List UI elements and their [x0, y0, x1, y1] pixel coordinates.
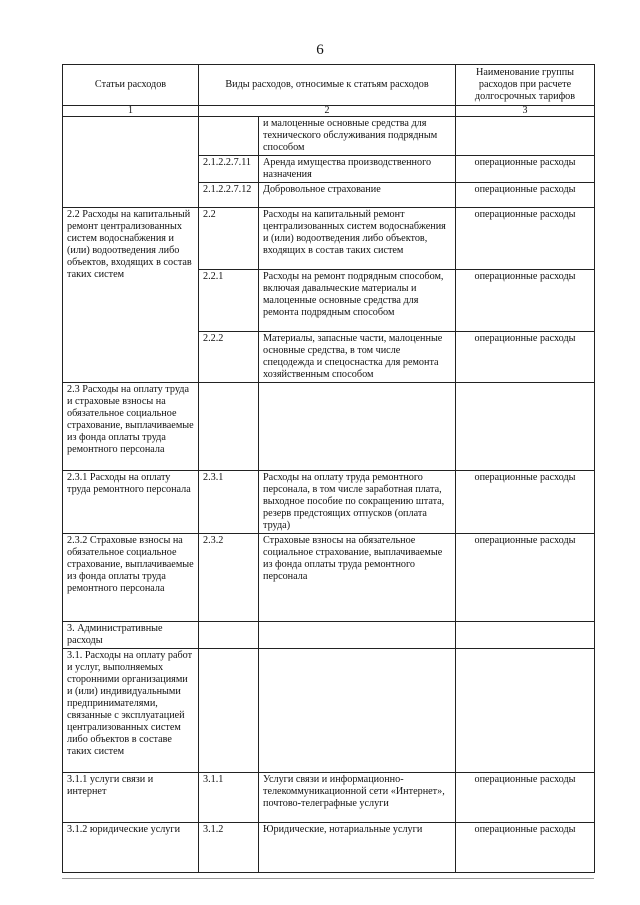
column-number-3: 3 — [456, 106, 595, 117]
code-cell: 2.3.2 — [199, 534, 259, 622]
code-cell — [199, 117, 259, 156]
article-cell: 3.1. Расходы на оплату работ и услуг, выполняемых сторонними организациями и (или) индивидуальными предпринимателями, связанные с эксплуатацией централизованных систем либо объектов в составе таких систем — [63, 649, 199, 773]
description-cell: и малоценные основные средства для технического обслуживания подрядным способом — [259, 117, 456, 156]
page-number: 6 — [316, 42, 324, 58]
article-cell: 3. Административные расходы — [63, 622, 199, 649]
description-cell: Расходы на оплату труда ремонтного персонала, в том числе заработная плата, выходное пособие по сокращению штата, резерв предстоящих отпусков (оплата труда) — [259, 471, 456, 534]
description-cell: Расходы на ремонт подрядным способом, включая давальческие материалы и малоценные основные средства для ремонта подрядным способом — [259, 270, 456, 332]
group-cell: операционные расходы — [456, 471, 595, 534]
code-cell: 3.1.1 — [199, 773, 259, 823]
table-row — [63, 649, 595, 773]
code-cell — [199, 622, 259, 649]
group-cell — [456, 383, 595, 471]
header-expense-types: Виды расходов, относимые к статьям расходов — [199, 65, 456, 106]
column-number-row — [63, 106, 595, 117]
description-cell: Услуги связи и информационно-телекоммуникационной сети «Интернет», почтово-телеграфные услуги — [259, 773, 456, 823]
code-cell: 2.2.2 — [199, 332, 259, 383]
article-cell: 2.3.2 Страховые взносы на обязательное социальное страхование, выплачиваемые из фонда оплаты труда ремонтного персонала — [63, 534, 199, 622]
description-cell — [259, 622, 456, 649]
article-cell — [63, 117, 199, 208]
header-group-name: Наименование группы расходов при расчете долгосрочных тарифов — [456, 65, 595, 106]
group-cell: операционные расходы — [456, 208, 595, 270]
description-cell — [259, 649, 456, 773]
code-cell — [199, 649, 259, 773]
code-cell: 2.2 — [199, 208, 259, 270]
group-cell: операционные расходы — [456, 332, 595, 383]
page-bottom-divider — [62, 878, 594, 879]
group-cell — [456, 117, 595, 156]
table-row — [63, 208, 595, 270]
group-cell: операционные расходы — [456, 156, 595, 183]
article-cell: 3.1.2 юридические услуги — [63, 823, 199, 873]
table-row — [63, 773, 595, 823]
column-number-1: 1 — [63, 106, 199, 117]
header-articles: Статьи расходов — [63, 65, 199, 106]
description-cell: Юридические, нотариальные услуги — [259, 823, 456, 873]
table-row — [63, 534, 595, 622]
description-cell: Страховые взносы на обязательное социальное страхование, выплачиваемые из фонда оплаты труда ремонтного персонала — [259, 534, 456, 622]
article-cell: 2.3 Расходы на оплату труда и страховые взносы на обязательное социальное страхование, выплачиваемые из фонда оплаты труда ремонтного персонала — [63, 383, 199, 471]
article-cell: 2.2 Расходы на капитальный ремонт централизованных систем водоснабжения и (или) водоотведения либо объектов, входящих в состав таких систем — [63, 208, 199, 383]
column-number-2: 2 — [199, 106, 456, 117]
group-cell: операционные расходы — [456, 183, 595, 208]
table-header-row — [63, 65, 595, 106]
group-cell — [456, 622, 595, 649]
table-row — [63, 823, 595, 873]
group-cell: операционные расходы — [456, 773, 595, 823]
table-row — [63, 117, 595, 156]
description-cell: Материалы, запасные части, малоценные основные средства, в том числе спецодежда и спецоснастка для ремонта хозяйственным способом — [259, 332, 456, 383]
description-cell — [259, 383, 456, 471]
description-cell: Расходы на капитальный ремонт централизованных систем водоснабжения и (или) водоотведения либо объектов, входящих в состав таких систем — [259, 208, 456, 270]
group-cell — [456, 649, 595, 773]
code-cell: 2.2.1 — [199, 270, 259, 332]
article-cell: 3.1.1 услуги связи и интернет — [63, 773, 199, 823]
code-cell: 2.1.2.2.7.12 — [199, 183, 259, 208]
group-cell: операционные расходы — [456, 534, 595, 622]
code-cell: 2.1.2.2.7.11 — [199, 156, 259, 183]
group-cell: операционные расходы — [456, 270, 595, 332]
description-cell: Добровольное страхование — [259, 183, 456, 208]
article-cell: 2.3.1 Расходы на оплату труда ремонтного персонала — [63, 471, 199, 534]
expense-table — [62, 64, 595, 873]
group-cell: операционные расходы — [456, 823, 595, 873]
description-cell: Аренда имущества производственного назначения — [259, 156, 456, 183]
table-row — [63, 622, 595, 649]
code-cell: 2.3.1 — [199, 471, 259, 534]
table-row — [63, 383, 595, 471]
code-cell: 3.1.2 — [199, 823, 259, 873]
code-cell — [199, 383, 259, 471]
table-row — [63, 471, 595, 534]
